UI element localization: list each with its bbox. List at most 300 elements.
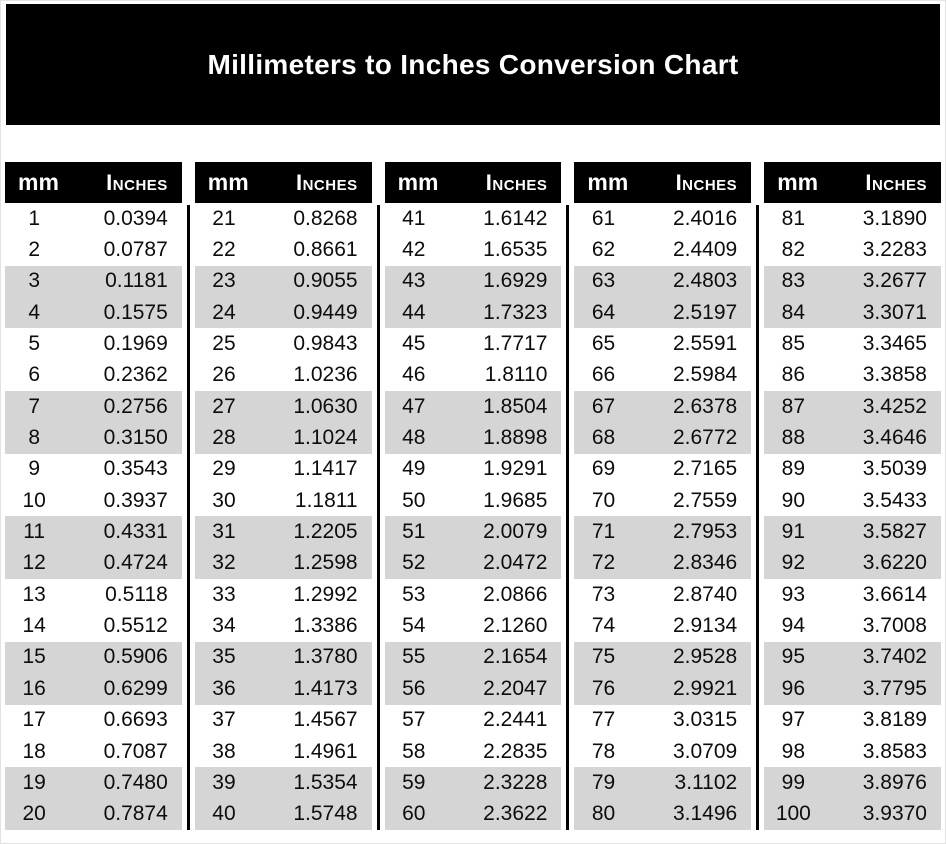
inches-value: 3.4252: [862, 394, 927, 418]
table-row: [195, 516, 372, 547]
mm-value: 21: [212, 206, 236, 230]
table-row: [385, 736, 562, 767]
table-row: [385, 642, 562, 673]
mm-value: 12: [22, 551, 46, 575]
inches-value: 3.7402: [862, 645, 927, 669]
mm-value: 89: [781, 457, 806, 481]
mm-value: 54: [402, 614, 426, 638]
table-row: [574, 266, 751, 297]
inches-value: 3.5433: [862, 488, 927, 512]
mm-value: 94: [781, 614, 806, 638]
mm-value: 40: [212, 802, 236, 826]
table-row: [385, 422, 562, 453]
inches-value: 2.5984: [672, 363, 738, 387]
table-row: [5, 799, 182, 830]
inches-value: 3.7795: [862, 676, 927, 700]
mm-value: 86: [781, 363, 806, 387]
mm-value: 44: [402, 300, 426, 324]
mm-value: 64: [591, 300, 616, 324]
mm-value: 78: [591, 739, 616, 763]
mm-value: 30: [212, 488, 236, 512]
mm-value: 99: [781, 770, 806, 794]
inches-value: 2.8346: [672, 551, 738, 575]
table-row: [574, 360, 751, 391]
table-row: [5, 579, 182, 610]
conversion-table-1: [5, 162, 182, 830]
mm-value: 65: [591, 332, 616, 356]
inches-value: 3.1496: [672, 802, 738, 826]
inches-column-header: Inches: [295, 169, 358, 195]
mm-value: 61: [591, 206, 616, 230]
table-row: [195, 548, 372, 579]
conversion-table-3: [385, 162, 562, 830]
table-row: [195, 203, 372, 234]
conversion-table-4: [574, 162, 751, 830]
table-row: [195, 422, 372, 453]
inches-value: 0.9449: [293, 300, 358, 324]
table-row: [195, 799, 372, 830]
inches-value: 1.2205: [293, 520, 358, 544]
mm-value: 66: [591, 363, 616, 387]
table-row: [5, 548, 182, 579]
mm-value: 51: [402, 520, 426, 544]
inches-value: 1.1811: [294, 488, 358, 512]
inches-value: 0.9843: [293, 332, 358, 356]
mm-value: 58: [402, 739, 426, 763]
mm-value: 26: [212, 363, 236, 387]
table-row: [385, 485, 562, 516]
table-row: [764, 673, 941, 704]
mm-value: 81: [781, 206, 806, 230]
table-row: [385, 579, 562, 610]
inches-value: 1.8110: [484, 363, 548, 387]
column-divider-line: [756, 205, 759, 830]
inches-value: 1.6535: [483, 238, 548, 262]
mm-value: 76: [591, 676, 616, 700]
inches-value: 0.0394: [103, 206, 168, 230]
table-row: [574, 422, 751, 453]
mm-value: 32: [212, 551, 236, 575]
inches-column-header: Inches: [865, 169, 927, 195]
table-row: [574, 234, 751, 265]
mm-value: 77: [591, 708, 616, 732]
table-row: [5, 705, 182, 736]
inches-value: 0.4331: [103, 520, 168, 544]
mm-value: 35: [212, 645, 236, 669]
table-header-row: [574, 162, 751, 203]
table-row: [764, 203, 941, 234]
table-row: [574, 328, 751, 359]
mm-value: 50: [402, 488, 426, 512]
mm-value: 57: [402, 708, 426, 732]
inches-value: 1.1417: [293, 457, 358, 481]
mm-value: 53: [402, 582, 426, 606]
page-title: Millimeters to Inches Conversion Chart: [207, 48, 739, 80]
table-header-row: [385, 162, 562, 203]
table-row: [195, 642, 372, 673]
inches-value: 2.2835: [483, 739, 548, 763]
inches-value: 2.0866: [483, 582, 548, 606]
inches-value: 2.1260: [483, 614, 548, 638]
mm-value: 69: [591, 457, 616, 481]
mm-value: 84: [781, 300, 806, 324]
mm-value: 13: [22, 582, 46, 606]
inches-value: 0.6299: [103, 676, 168, 700]
inches-value: 2.2441: [483, 708, 548, 732]
table-row: [195, 610, 372, 641]
table-gap: [561, 162, 574, 830]
table-row: [385, 266, 562, 297]
table-header-row: [195, 162, 372, 203]
mm-value: 47: [402, 394, 426, 418]
inches-value: 0.3937: [103, 488, 168, 512]
table-row: [195, 391, 372, 422]
inches-value: 0.7480: [103, 770, 168, 794]
mm-value: 41: [402, 206, 426, 230]
table-gap: [182, 162, 195, 830]
column-divider-line: [377, 205, 380, 830]
mm-value: 75: [591, 645, 616, 669]
mm-value: 14: [22, 614, 46, 638]
table-row: [764, 391, 941, 422]
inches-value: 1.7717: [483, 332, 548, 356]
mm-value: 23: [212, 269, 236, 293]
mm-value: 5: [28, 332, 40, 356]
inches-value: 1.4961: [293, 739, 358, 763]
table-row: [385, 391, 562, 422]
table-row: [764, 360, 941, 391]
table-row: [764, 485, 941, 516]
table-row: [195, 297, 372, 328]
table-row: [764, 736, 941, 767]
inches-value: 3.7008: [862, 614, 927, 638]
mm-value: 100: [775, 802, 811, 826]
inches-value: 2.4016: [672, 206, 738, 230]
table-row: [5, 610, 182, 641]
mm-value: 90: [781, 488, 806, 512]
inches-value: 2.9528: [672, 645, 738, 669]
table-row: [5, 642, 182, 673]
inches-value: 2.7165: [672, 457, 738, 481]
inches-value: 1.5748: [293, 802, 358, 826]
inches-value: 3.0709: [672, 739, 738, 763]
inches-value: 2.5591: [672, 332, 738, 356]
inches-value: 0.3150: [103, 426, 168, 450]
table-header-row: [5, 162, 182, 203]
inches-value: 1.3780: [293, 645, 358, 669]
inches-value: 2.0472: [483, 551, 548, 575]
inches-value: 2.9921: [672, 676, 738, 700]
mm-value: 10: [22, 488, 46, 512]
table-gap: [751, 162, 764, 830]
table-row: [574, 454, 751, 485]
mm-value: 42: [402, 238, 426, 262]
inches-value: 2.5197: [672, 300, 738, 324]
inches-value: 3.2677: [862, 269, 927, 293]
inches-value: 1.3386: [293, 614, 358, 638]
table-row: [764, 422, 941, 453]
inches-value: 1.4567: [293, 708, 358, 732]
mm-value: 85: [781, 332, 806, 356]
inches-value: 3.8189: [862, 708, 927, 732]
mm-value: 37: [212, 708, 236, 732]
mm-value: 91: [781, 520, 806, 544]
inches-value: 1.0236: [293, 363, 358, 387]
inches-value: 0.5512: [103, 614, 168, 638]
mm-value: 38: [212, 739, 236, 763]
inches-value: 1.7323: [483, 300, 548, 324]
table-row: [574, 799, 751, 830]
inches-value: 1.8898: [483, 426, 548, 450]
mm-value: 83: [781, 269, 806, 293]
inches-value: 1.2992: [293, 582, 358, 606]
inches-value: 0.2362: [103, 363, 168, 387]
inches-value: 2.0079: [483, 520, 548, 544]
table-row: [574, 767, 751, 798]
inches-value: 2.4803: [672, 269, 738, 293]
inches-value: 1.6929: [483, 269, 548, 293]
table-row: [385, 767, 562, 798]
mm-value: 56: [402, 676, 426, 700]
table-row: [195, 767, 372, 798]
table-row: [195, 673, 372, 704]
inches-value: 1.8504: [483, 394, 548, 418]
table-body: [195, 203, 372, 830]
inches-value: 0.1969: [103, 332, 168, 356]
mm-value: 16: [22, 676, 46, 700]
mm-value: 95: [781, 645, 806, 669]
table-row: [385, 673, 562, 704]
mm-value: 98: [781, 739, 806, 763]
inches-value: 2.7559: [672, 488, 738, 512]
table-row: [764, 454, 941, 485]
mm-value: 87: [781, 394, 806, 418]
mm-value: 8: [28, 426, 40, 450]
mm-value: 29: [212, 457, 236, 481]
mm-column-header: mm: [207, 169, 249, 195]
inches-value: 3.6220: [862, 551, 927, 575]
mm-value: 92: [781, 551, 806, 575]
inches-value: 2.6378: [672, 394, 738, 418]
table-row: [764, 516, 941, 547]
table-row: [385, 203, 562, 234]
inches-value: 0.4724: [103, 551, 168, 575]
mm-value: 27: [212, 394, 236, 418]
conversion-table-5: [764, 162, 941, 830]
mm-value: 45: [402, 332, 426, 356]
table-row: [195, 266, 372, 297]
mm-value: 18: [22, 739, 46, 763]
table-gap: [372, 162, 385, 830]
inches-value: 3.1890: [862, 206, 927, 230]
mm-value: 71: [591, 520, 616, 544]
mm-value: 1: [28, 206, 40, 230]
table-row: [195, 705, 372, 736]
table-row: [574, 391, 751, 422]
mm-value: 62: [591, 238, 616, 262]
table-body: [574, 203, 751, 830]
table-row: [764, 297, 941, 328]
table-row: [574, 297, 751, 328]
mm-value: 17: [22, 708, 46, 732]
table-row: [5, 234, 182, 265]
mm-value: 59: [402, 770, 426, 794]
conversion-table-2: [195, 162, 372, 830]
mm-value: 68: [591, 426, 616, 450]
table-row: [195, 579, 372, 610]
inches-value: 0.7087: [103, 739, 168, 763]
inches-value: 1.5354: [293, 770, 358, 794]
inches-value: 3.3071: [862, 300, 927, 324]
inches-column-header: Inches: [675, 169, 738, 195]
table-row: [574, 642, 751, 673]
table-row: [5, 360, 182, 391]
table-row: [5, 391, 182, 422]
mm-value: 63: [591, 269, 616, 293]
mm-value: 52: [402, 551, 426, 575]
mm-value: 7: [28, 394, 40, 418]
inches-value: 2.6772: [672, 426, 738, 450]
mm-value: 25: [212, 332, 236, 356]
table-row: [385, 516, 562, 547]
mm-value: 33: [212, 582, 236, 606]
mm-value: 70: [591, 488, 616, 512]
table-row: [385, 454, 562, 485]
table-body: [764, 203, 941, 830]
inches-value: 3.8976: [862, 770, 927, 794]
inches-value: 0.0787: [103, 238, 168, 262]
mm-value: 3: [28, 269, 40, 293]
column-divider-line: [187, 205, 190, 830]
mm-column-header: mm: [397, 169, 439, 195]
table-row: [5, 736, 182, 767]
table-row: [385, 548, 562, 579]
inches-value: 2.1654: [483, 645, 548, 669]
mm-value: 9: [28, 457, 40, 481]
inches-value: 3.3465: [862, 332, 927, 356]
mm-value: 67: [591, 394, 616, 418]
mm-value: 60: [402, 802, 426, 826]
table-row: [764, 642, 941, 673]
mm-value: 82: [781, 238, 806, 262]
mm-value: 34: [212, 614, 236, 638]
table-row: [195, 360, 372, 391]
mm-value: 4: [28, 300, 40, 324]
inches-value: 0.6693: [103, 708, 168, 732]
inches-value: 2.7953: [672, 520, 738, 544]
mm-value: 22: [212, 238, 236, 262]
table-body: [385, 203, 562, 830]
table-row: [385, 799, 562, 830]
inches-value: 2.3228: [483, 770, 548, 794]
inches-value: 1.2598: [293, 551, 358, 575]
mm-column-header: mm: [587, 169, 629, 195]
table-row: [195, 234, 372, 265]
table-row: [5, 422, 182, 453]
inches-value: 2.4409: [672, 238, 738, 262]
table-row: [764, 234, 941, 265]
inches-value: 0.1575: [103, 300, 168, 324]
inches-value: 1.9291: [483, 457, 548, 481]
column-divider-line: [566, 205, 569, 830]
table-row: [5, 516, 182, 547]
inches-value: 2.9134: [672, 614, 738, 638]
table-row: [574, 705, 751, 736]
inches-value: 0.5906: [103, 645, 168, 669]
table-row: [574, 736, 751, 767]
table-row: [764, 799, 941, 830]
mm-value: 2: [28, 238, 40, 262]
table-row: [574, 203, 751, 234]
table-header-row: [764, 162, 941, 203]
inches-value: 1.1024: [293, 426, 358, 450]
mm-value: 93: [781, 582, 806, 606]
inches-value: 3.4646: [862, 426, 927, 450]
mm-value: 20: [22, 802, 46, 826]
table-row: [385, 234, 562, 265]
inches-value: 0.8268: [293, 206, 358, 230]
title-banner: [6, 4, 940, 125]
mm-value: 55: [402, 645, 426, 669]
inches-value: 3.8583: [862, 739, 927, 763]
table-row: [5, 203, 182, 234]
table-row: [574, 516, 751, 547]
mm-value: 49: [402, 457, 426, 481]
inches-value: 1.0630: [293, 394, 358, 418]
table-row: [764, 328, 941, 359]
inches-column-header: Inches: [106, 169, 168, 195]
mm-value: 88: [781, 426, 806, 450]
mm-value: 11: [23, 520, 46, 544]
table-body: [5, 203, 182, 830]
mm-value: 79: [591, 770, 616, 794]
table-row: [574, 673, 751, 704]
table-row: [764, 579, 941, 610]
table-row: [195, 736, 372, 767]
mm-value: 73: [591, 582, 616, 606]
inches-value: 3.0315: [672, 708, 738, 732]
table-row: [5, 328, 182, 359]
inches-value: 0.8661: [293, 238, 358, 262]
inches-value: 3.6614: [862, 582, 927, 606]
mm-value: 31: [212, 520, 236, 544]
table-row: [5, 767, 182, 798]
mm-value: 80: [591, 802, 616, 826]
table-row: [195, 485, 372, 516]
inches-value: 1.9685: [483, 488, 548, 512]
table-row: [764, 705, 941, 736]
mm-value: 24: [212, 300, 236, 324]
table-row: [5, 297, 182, 328]
mm-value: 97: [781, 708, 806, 732]
mm-column-header: mm: [777, 169, 819, 195]
conversion-tables: [5, 162, 941, 830]
table-row: [195, 328, 372, 359]
inches-value: 0.5118: [105, 582, 168, 606]
table-row: [574, 485, 751, 516]
inches-value: 1.4173: [293, 676, 358, 700]
inches-value: 1.6142: [483, 206, 548, 230]
table-row: [574, 610, 751, 641]
table-row: [385, 705, 562, 736]
inches-value: 0.9055: [293, 269, 358, 293]
inches-column-header: Inches: [485, 169, 548, 195]
table-row: [5, 673, 182, 704]
table-row: [385, 610, 562, 641]
mm-value: 19: [22, 770, 46, 794]
inches-value: 3.1102: [674, 770, 738, 794]
table-row: [5, 454, 182, 485]
